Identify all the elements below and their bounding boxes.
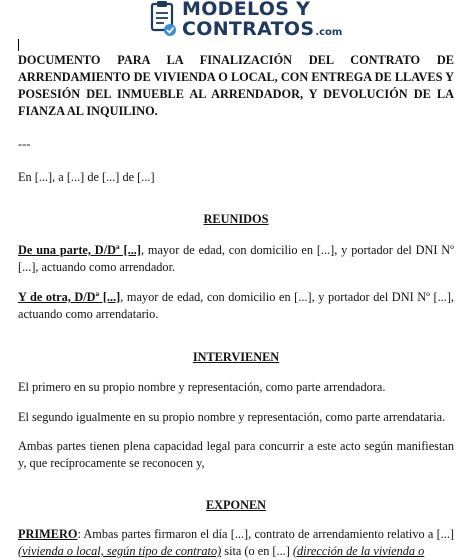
primero-label: PRIMERO — [18, 527, 78, 541]
exponen-primero-paragraph — [18, 526, 454, 560]
intervienen-paragraph-1: El primero en su propio nombre y representación, como parte arrendadora. — [18, 380, 386, 394]
logo-text-line1: MODELOS Y — [182, 0, 311, 20]
party-two-label: Y de otra, D/Dª [...] — [18, 290, 121, 304]
logo-suffix: .com — [315, 27, 343, 38]
logo-text-line2 — [182, 18, 342, 40]
separator: --- — [18, 137, 31, 151]
logo-text-main: CONTRATOS — [182, 18, 315, 40]
place-date: En [...], a [...] de [...] de [...] — [18, 170, 155, 184]
heading-exponen: EXPONEN — [205, 498, 267, 512]
document-body[interactable] — [18, 52, 454, 560]
intervienen-paragraph-3: Ambas partes tienen plena capacidad legal para concurrir a este acto según manifiestan y, que recíprocamente se reconocen y, — [18, 439, 454, 470]
primero-italic-a: (vivienda o local, según tipo de contrato) — [18, 544, 222, 558]
party-two-text: , mayor de edad, con domicilio en [...], y portador del DNI Nº [...], actuando como arrendatario. — [18, 290, 455, 321]
intervienen-paragraph-2: El segundo igualmente en su propio nombre y representación, como parte arrendataria. — [18, 410, 446, 424]
site-logo[interactable] — [148, 0, 343, 40]
document-title: DOCUMENTO PARA LA FINALIZACIÓN DEL CONTRATO DE ARRENDAMIENTO DE VIVIENDA O LOCAL, CON ENTREGA DE LLAVES Y POSESIÓN DEL INMUEBLE AL ARRENDADOR, Y DEVOLUCIÓN DE LA FIANZA AL INQUILINO. — [18, 53, 454, 118]
heading-reunidos: REUNIDOS — [203, 212, 269, 226]
primero-text-a: : Ambas partes firmaron el día [...], contrato de arrendamiento relativo a [...] — [77, 527, 454, 541]
party-one-paragraph — [18, 242, 454, 276]
text-cursor — [18, 39, 19, 51]
heading-intervienen: INTERVIENEN — [192, 350, 280, 364]
party-two-paragraph — [18, 289, 454, 323]
party-one-label: De una parte, D/Dª [...] — [18, 243, 141, 257]
primero-text-b: sita (o en [...] — [221, 544, 293, 558]
document-icon — [148, 0, 178, 38]
primero-italic-b: (dirección de la vivienda o — [292, 544, 425, 558]
party-one-text: , mayor de edad, con domicilio en [...], y portador del DNI Nº [...], actuando como arrendador. — [18, 243, 454, 274]
